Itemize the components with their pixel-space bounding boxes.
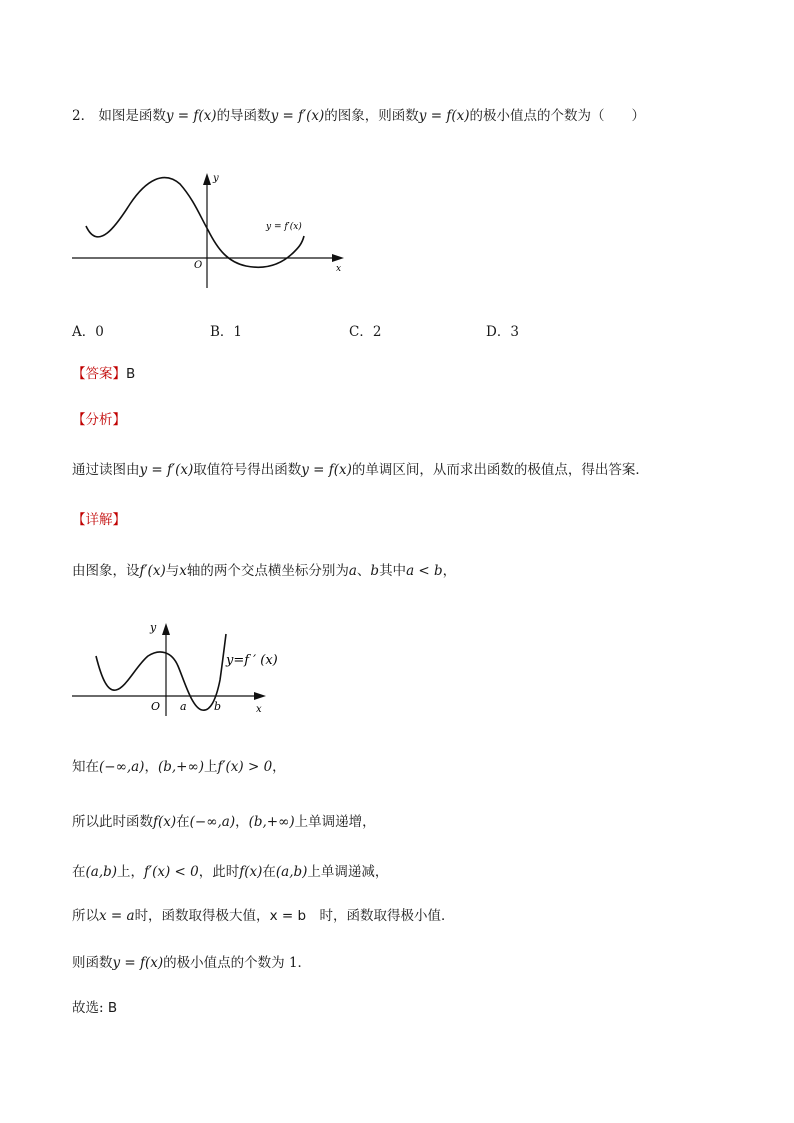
math-expression: b	[370, 563, 380, 579]
detail-text: 、	[356, 563, 371, 579]
math-expression: f(x)	[239, 864, 263, 880]
origin-label: O	[194, 260, 203, 271]
detail-heading	[72, 510, 126, 530]
detail-tag: 【详解】	[72, 512, 126, 528]
x-axis-arrow-icon	[254, 692, 266, 700]
detail-text: 的极小值点的个数为 1．	[163, 955, 312, 971]
root-b-label: b	[214, 700, 222, 713]
math-expression: f′(x)	[139, 563, 166, 579]
math-expression: (a,b)	[85, 864, 118, 880]
detail-text: ，	[235, 814, 249, 830]
detail-text: 在	[176, 814, 190, 830]
question-number: 2．	[72, 108, 95, 124]
math-expression: (b,+∞)	[248, 814, 295, 830]
detail-line-6	[72, 953, 311, 973]
math-expression: (−∞,a)	[189, 814, 236, 830]
detail-text: 所以	[72, 908, 99, 924]
detail-text: ，此时	[198, 864, 240, 880]
math-expression: (b,+∞)	[157, 759, 204, 775]
math-expression: x = a	[99, 908, 135, 924]
detail-line-2	[72, 757, 286, 777]
x-axis-label: x	[256, 704, 262, 715]
option-b[interactable]: B．1	[210, 324, 243, 340]
origin-label: O	[151, 700, 161, 713]
detail-text: 在	[72, 864, 86, 880]
y-axis-label: y	[213, 173, 219, 184]
math-expression: y = f(x)	[165, 108, 217, 124]
detail-text: 则函数	[72, 955, 113, 971]
math-expression: x = b	[269, 908, 307, 924]
detail-text: 其中	[379, 563, 407, 579]
math-expression: x	[179, 563, 187, 579]
math-expression: (a,b)	[275, 864, 308, 880]
math-expression: f′(x) < 0	[144, 864, 199, 880]
detail-text: ，	[272, 759, 286, 775]
detail-text: 在	[262, 864, 276, 880]
math-expression: y = f(x)	[418, 108, 470, 124]
answer-value: B	[126, 366, 136, 382]
question-text: 的图象，则函数	[324, 108, 419, 124]
y-axis-arrow-icon	[203, 173, 211, 185]
detail-line-3	[72, 812, 376, 832]
math-expression: y = f(x)	[301, 462, 352, 478]
final-choice-value: B	[107, 1000, 118, 1016]
math-expression: a < b	[406, 563, 443, 579]
math-expression: y = f(x)	[112, 955, 164, 971]
detail-text: ，	[442, 563, 457, 579]
math-expression: (−∞,a)	[99, 759, 145, 775]
math-expression: y = f′(x)	[270, 108, 325, 124]
detail-text: 上	[203, 759, 218, 775]
x-axis-arrow-icon	[332, 254, 344, 262]
x-axis-label: x	[336, 264, 342, 274]
option-a[interactable]: A．0	[72, 324, 104, 340]
derivative-curve	[96, 634, 226, 710]
derivative-graph-figure-2	[68, 618, 283, 718]
y-axis-label: y	[150, 621, 157, 634]
detail-text: 时，函数取得极小值．	[306, 908, 455, 924]
math-expression: f′(x) > 0	[217, 759, 273, 775]
answer-tag: 【答案】	[72, 366, 126, 382]
curve-label: y = f′(x)	[266, 222, 302, 232]
answer-line	[72, 364, 135, 384]
final-choice-line	[72, 998, 117, 1018]
analysis-text-part: 的单调区间，从而求出函数的极值点，得出答案．	[351, 462, 649, 478]
detail-text: 轴的两个交点横坐标分别为	[186, 563, 349, 579]
question-text: 的极小值点的个数为（ ）	[469, 108, 645, 124]
detail-text: 所以此时函数	[72, 814, 153, 830]
analysis-tag: 【分析】	[72, 412, 126, 428]
analysis-text	[72, 460, 649, 480]
detail-line-1	[72, 561, 456, 581]
analysis-heading	[72, 410, 126, 430]
analysis-text-part: 通过读图由	[72, 462, 140, 478]
detail-line-4	[72, 862, 388, 882]
math-expression: f(x)	[153, 814, 177, 830]
detail-text: ，	[144, 759, 158, 775]
detail-text: 时，函数取得极大值，	[134, 908, 270, 924]
question-stem	[72, 106, 645, 126]
y-axis-arrow-icon	[162, 623, 170, 635]
detail-text: 由图象，设	[72, 563, 140, 579]
detail-text: 上单调递增，	[294, 814, 376, 830]
detail-text: 与	[165, 563, 180, 579]
option-c[interactable]: C．2	[349, 324, 382, 340]
root-a-label: a	[180, 700, 187, 713]
detail-text: 上，	[117, 864, 145, 880]
detail-text: 故选:	[72, 1000, 104, 1016]
detail-line-5	[72, 906, 455, 926]
math-expression: a	[348, 563, 357, 579]
derivative-graph-figure-1	[68, 168, 353, 293]
option-d[interactable]: D．3	[486, 324, 519, 340]
math-expression: y = f′(x)	[139, 462, 194, 478]
analysis-text-part: 取值符号得出函数	[193, 462, 302, 478]
detail-text: 知在	[72, 759, 99, 775]
curve-label: y=f ′ (x)	[226, 653, 278, 668]
question-text: 如图是函数	[98, 108, 166, 124]
detail-text: 上单调递减，	[307, 864, 389, 880]
question-text: 的导函数	[216, 108, 271, 124]
